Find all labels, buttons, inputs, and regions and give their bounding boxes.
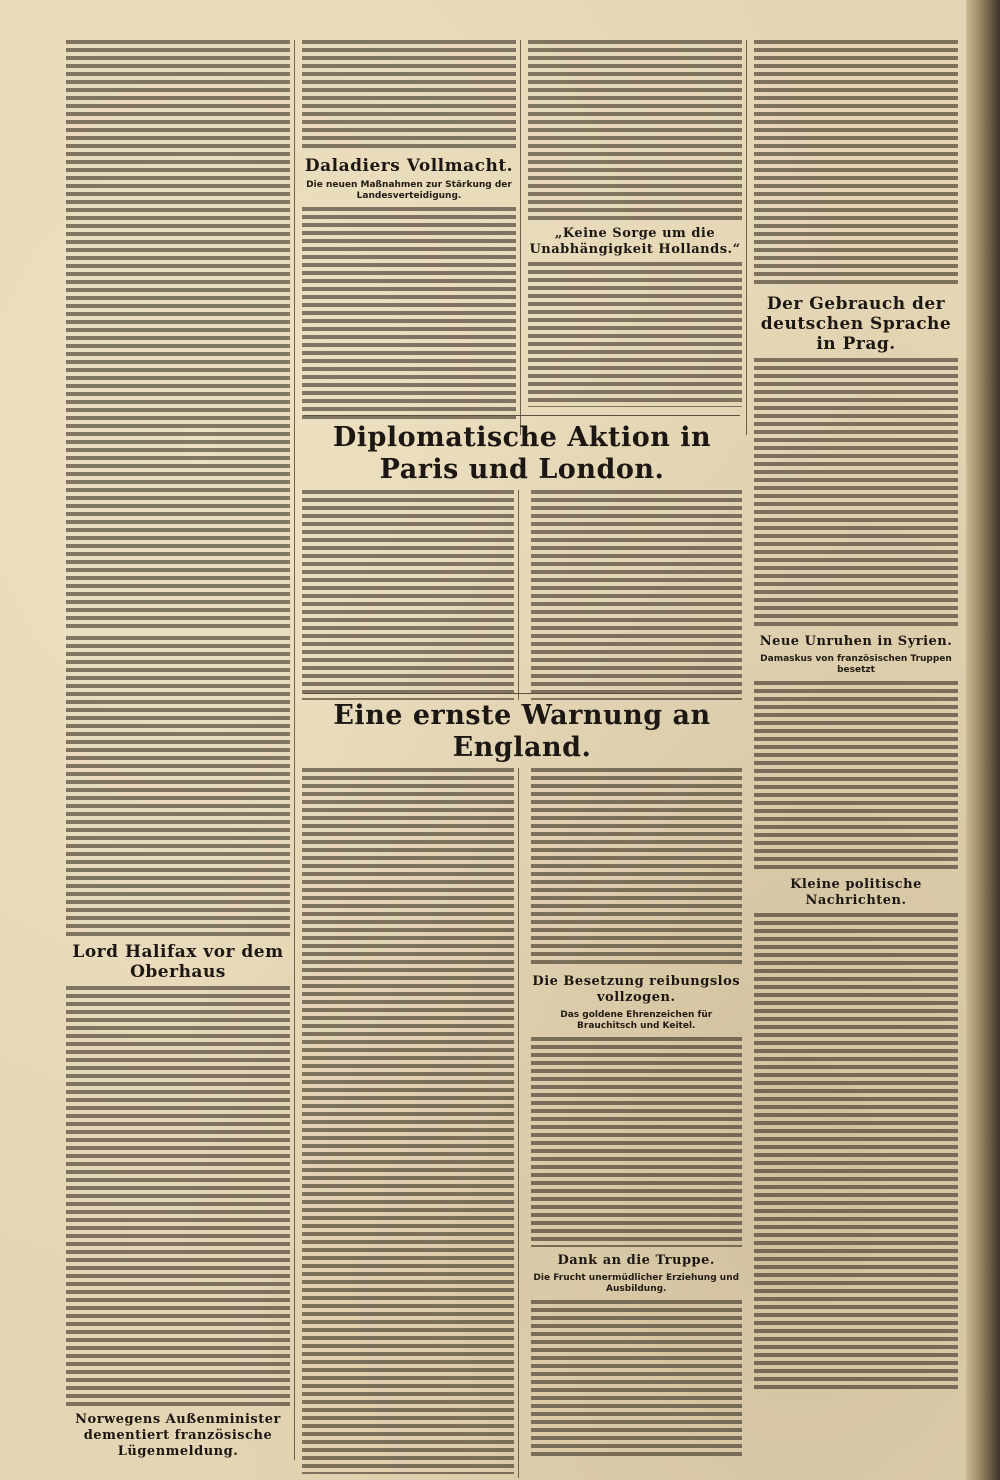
article-body-text (66, 636, 290, 936)
headline-dank: Dank an die Truppe. (557, 1253, 715, 1268)
article-body-text (531, 768, 743, 968)
article-body-text (302, 768, 514, 1474)
headline-halifax: Lord Halifax vor dem Oberhaus (72, 942, 284, 982)
headline-diplomatie: Diplomatische Aktion in Paris und London. (332, 422, 712, 485)
headline-sorge: „Keine Sorge um die Unabhängigkeit Hollands.“ (529, 226, 741, 257)
headline-warnung: Eine ernste Warnung an England. (333, 700, 711, 763)
article-body-text (754, 681, 958, 871)
column-4 (750, 40, 962, 1440)
section-warnung (298, 688, 746, 1468)
headline-kleine: Kleine politische Nachrichten. (790, 877, 922, 908)
article-body-text (531, 1300, 743, 1460)
article-body-text (754, 358, 958, 628)
subhead-besetzung: Das goldene Ehrenzeichen für Brauchitsch und Keitel. (560, 1010, 713, 1031)
page-binding-shadow (966, 0, 1000, 1480)
article-body-text (528, 262, 742, 407)
headline-besetzung: Die Besetzung reibungslos vollzogen. (532, 974, 741, 1005)
subhead-daladier: Die neuen Maßnahmen zur Stärkung der Landesverteidigung. (306, 180, 512, 201)
article-body-text (754, 40, 958, 288)
article-body-text (66, 986, 290, 1406)
headline-gebrauch: Der Gebrauch der deutschen Sprache in Prag. (760, 294, 952, 354)
headline-daladier: Daladiers Vollmacht. (304, 156, 514, 176)
subhead-dank: Die Frucht unermüdlicher Erziehung und Ausbildung. (533, 1273, 740, 1294)
article-body-text (302, 40, 516, 150)
article-body-text (66, 40, 290, 630)
column-3 (524, 40, 747, 435)
section-diplomatie (298, 410, 746, 685)
article-body-text (754, 913, 958, 1393)
headline-syrien: Neue Unruhen in Syrien. (759, 634, 953, 649)
column-2 (298, 40, 521, 435)
column-1 (62, 40, 295, 1460)
article-body-text (302, 490, 514, 700)
article-body-text (531, 490, 743, 700)
subhead-syrien: Damaskus von französischen Truppen besetzt (760, 654, 952, 675)
article-body-text (531, 1037, 743, 1247)
headline-norwegen: Norwegens Außenminister dementiert französische Lügenmeldung. (75, 1412, 281, 1459)
article-body-text (302, 207, 516, 422)
article-body-text (528, 40, 742, 220)
